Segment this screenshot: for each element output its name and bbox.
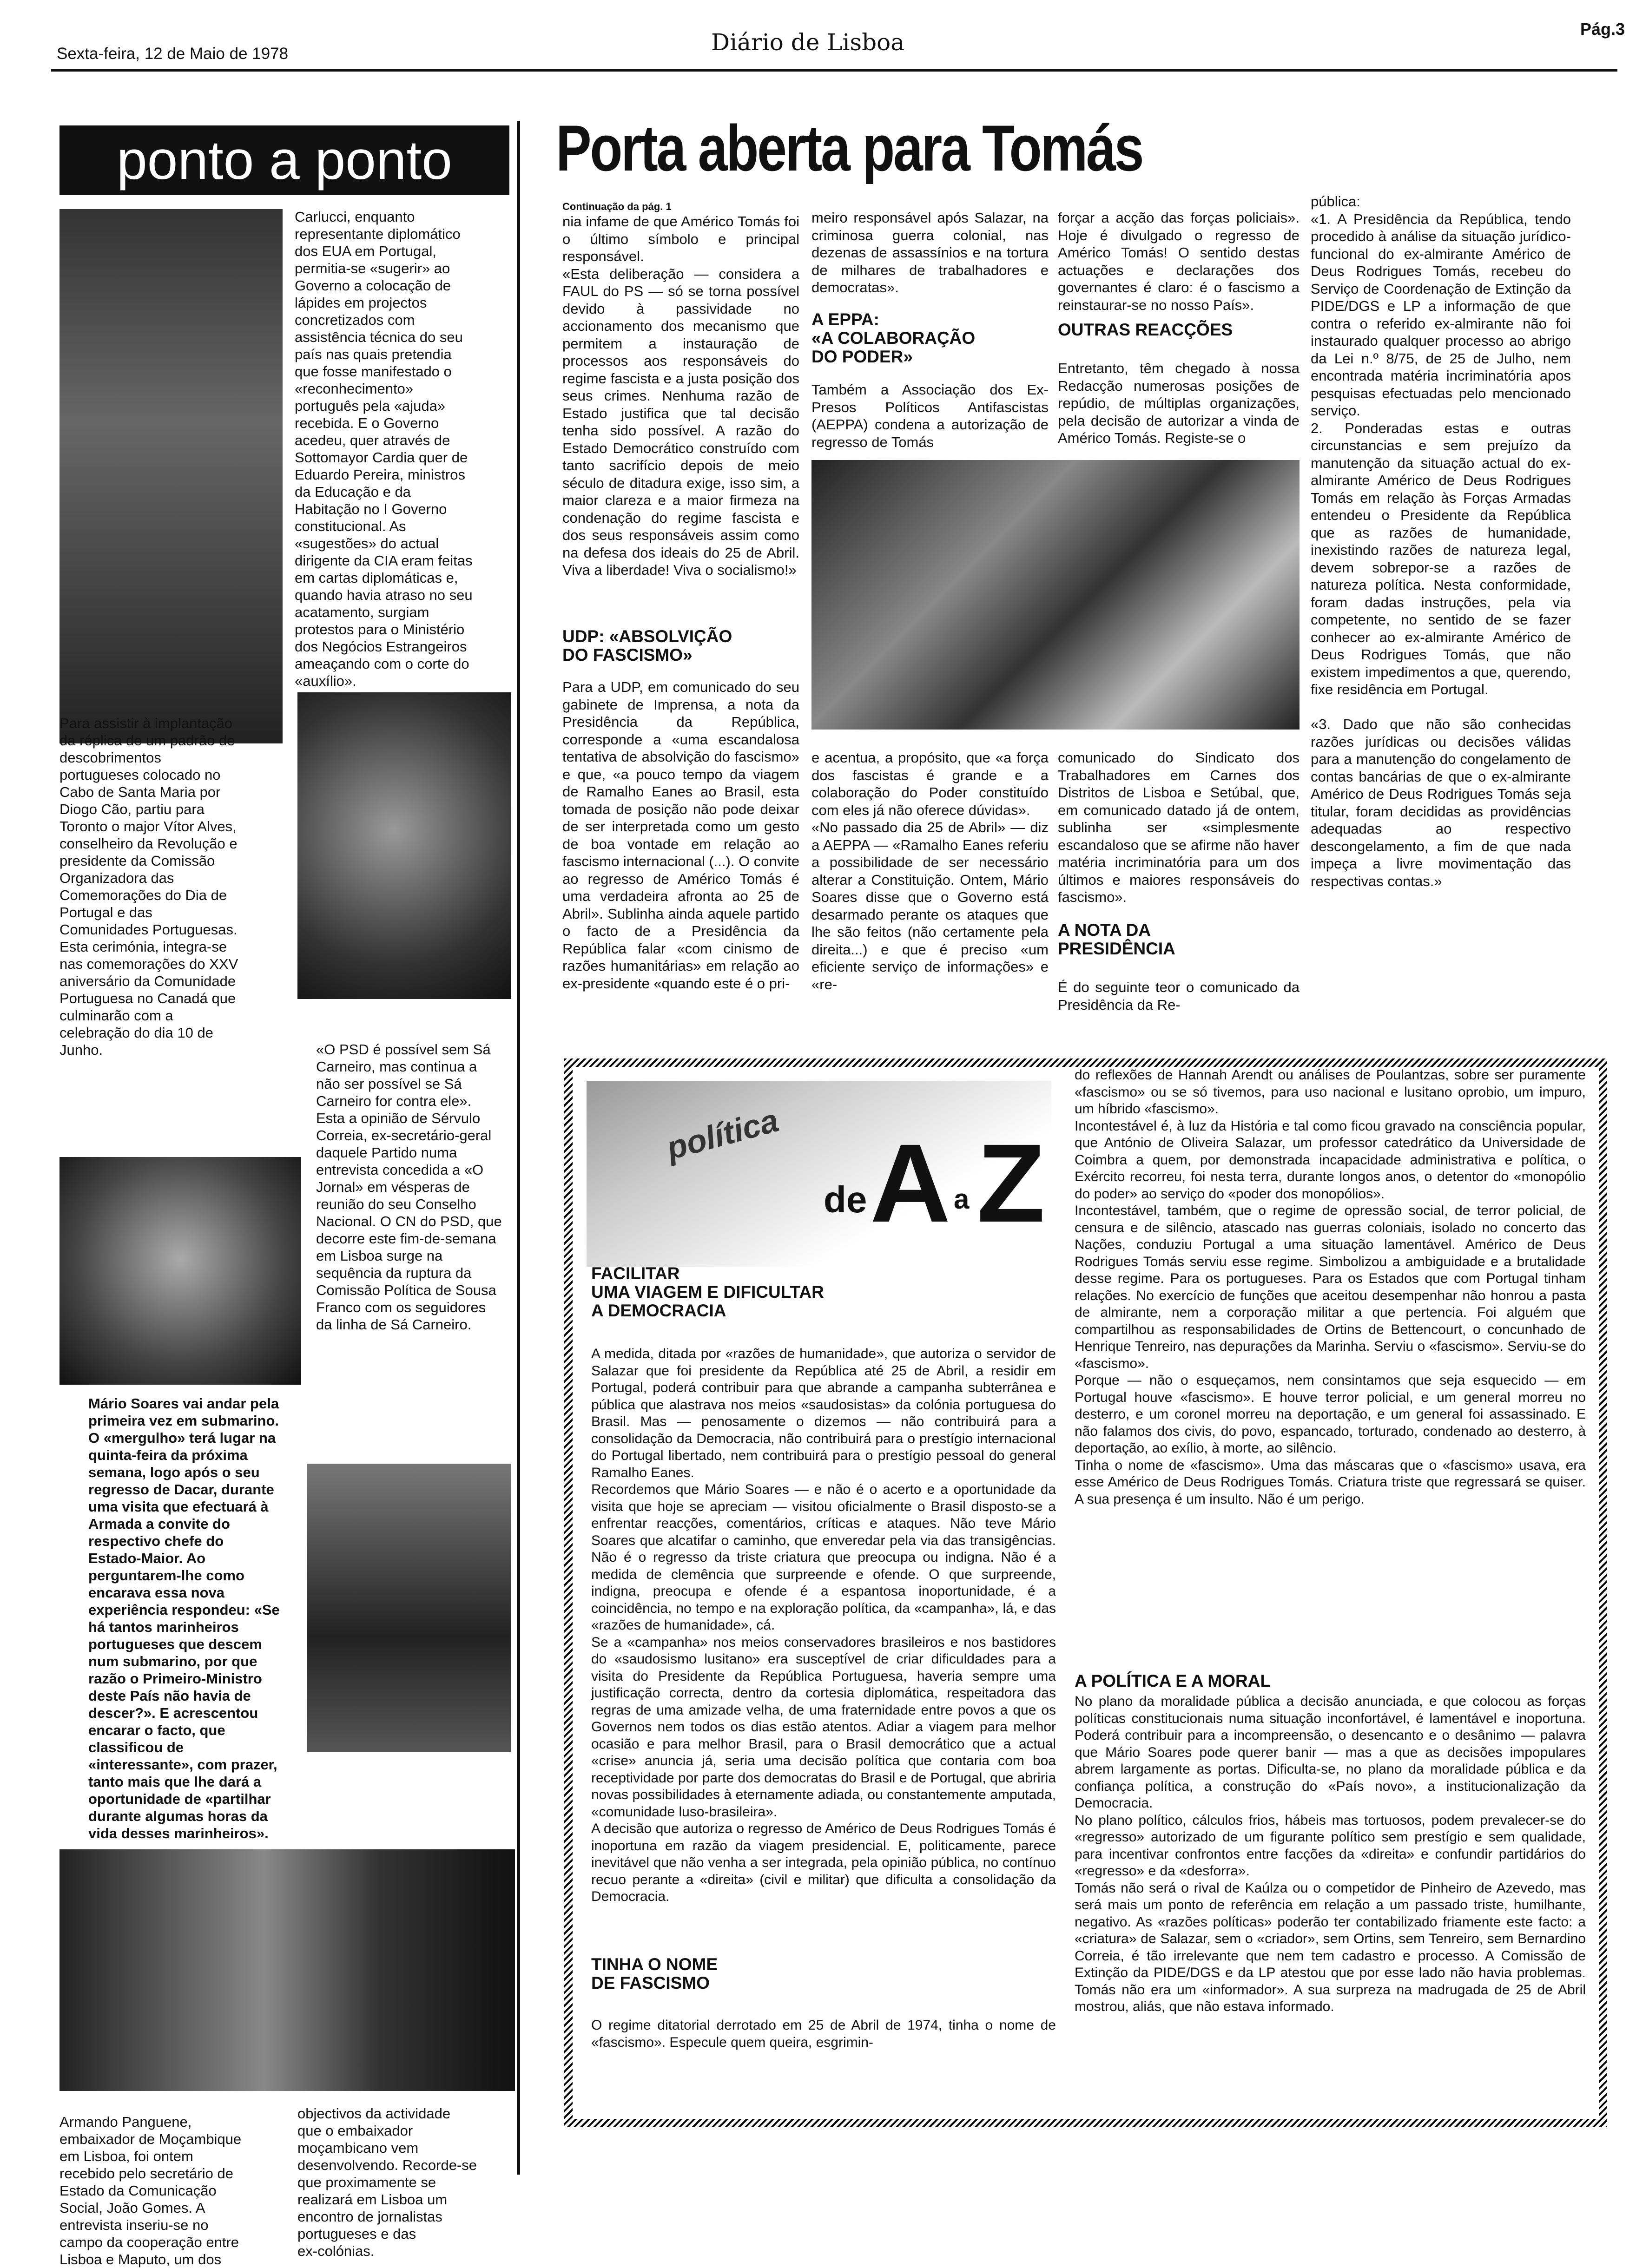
item-panguene-a: Armando Panguene, embaixador de Moçambique em Lisboa, foi ontem recebido pelo secretário de Estado da Comunicação Social, João Gomes. A entrevista inseriu-se no campo da cooperação entre Lisboa e Maputo, um dos [59, 2114, 242, 2268]
ponto-a-ponto-title: ponto a ponto [117, 130, 452, 191]
az-letter-z: Z [977, 1121, 1045, 1245]
article-headline: Porta aberta para Tomás [556, 112, 1143, 184]
article-col2-a: meiro responsável após Salazar, na criminosa guerra colonial, nas dezenas de assassínios e na tortura de milhares de trabalhadores e democratas». [811, 210, 1049, 296]
masthead: Diário de Lisboa [711, 29, 905, 56]
main-article [525, 74, 1627, 1050]
photo-submarine [307, 1464, 511, 1752]
az-col2-end: No plano da moralidade pública a decisão anunciada, e que colocou as forças políticas constitucionais numa situação inconfortável, é lamentável e inoportuna. Poderá contribuir para a incompreensão, o desencanto e o desânimo — palavra que Mário Soares pode querer banir — mas a que as decisões impopulares abrem largamente as portas. Dificulta-se, no plano da moralidade pública e da confiança política, a construção do «País novo», a institucionalização da Democracia. No plano político, cálculos frios, hábeis mas tortuosos, podem prevalecer-se do «regresso» autorizado de um figurante político sem prestígio e sem qualidade, para incentivar confrontos entre facções da «direita» e confundir partidários do «regresso» e da «desforra». Tomás não será o rival de Kaúlza ou o competidor de Pinheiro de Azevedo, mas será mais um ponto de referência em relação a um passado triste, humilhante, negativo. As «razões políticas» poderão ter contabilizado friamente este facto: a «criatura» de Salazar, sem o «criador», sem Ortins, sem Tenreiro, sem Bernardino Correia, é tão irrelevante que nem tem cadastro e processo. A Comissão de Extinção da PIDE/DGS e da LP atestou que por esse lado não havia problemas. Tomás não era um «informador». A sua surpreza na madrugada de 25 de Abril mostrou, aliás, que não estava informado. [1075, 1694, 1586, 2014]
article-col3-b: Entretanto, têm chegado à nossa Redacção numerosas posições de repúdio, de múltiplas organizações, pela decisão de autorizar a vinda de Américo Tomás. Registe-se o [1058, 360, 1300, 446]
az-subhead-facilitar: FACILITAR UMA VIAGEM E DIFICULTAR A DEMOCRACIA [591, 1264, 824, 1320]
article-col2-b: Também a Associação dos Ex-Presos Políticos Antifascistas (AEPPA) condena a autorização de regresso de Tomás [811, 381, 1049, 450]
page-header [0, 0, 1636, 74]
az-letter-a-small: a [954, 1183, 970, 1215]
az-subhead-moral: A POLÍTICA E A MORAL [1075, 1671, 1271, 1690]
left-column-rule [517, 121, 520, 2175]
photo-tomas-article [811, 460, 1300, 730]
continuation-note: Continuação da pág. 1 [562, 201, 672, 212]
az-word-politica: política [663, 1102, 782, 1167]
az-letter-a-big: A [870, 1121, 951, 1245]
subhead-aeppa: A EPPA: «A COLABORAÇÃO DO PODER» [811, 310, 976, 366]
item-vitor-alves: Para assistir à implantação da réplica de um padrão de descobrimentos portugueses colocado no Cabo de Santa Maria por Diogo Cão, partiu para Toronto o major Vítor Alves, conselheiro da Revolução e presidente da Comissão Organizadora das Comemorações do Dia de Portugal e das Comunidades Portuguesas. Esta cerimónia, integra-se nas comemorações do XXV aniversário da Comunidade Portuguesa no Canadá que culminarão com a celebração do dia 10 de Junho. [59, 715, 238, 1058]
az-subhead-fascismo: TINHA O NOME DE FASCISMO [591, 1955, 718, 1992]
item-carlucci: Carlucci, enquanto representante diplomático dos EUA em Portugal, permitia-se «sugerir» ao Governo a colocação de lápides em projectos concretizados com assistência técnica do seu país nas quais pretendia que fosse manifestado o «reconhecimento» português pela «ajuda» recebida. E o Governo acedeu, quer através de Sottomayor Cardia quer de Eduardo Pereira, ministros da Educação e da Habitação no I Governo constitucional. As «sugestões» do actual dirigente da CIA eram feitas em cartas diplomáticas e, quando havia atraso no seu acatamento, surgiam protestos para o Ministério dos Negócios Estrangeiros ameaçando com o corte do «auxílio». [295, 209, 473, 689]
subhead-outras: OUTRAS REACÇÕES [1058, 320, 1233, 339]
ponto-a-ponto-banner [59, 125, 509, 195]
subhead-nota: A NOTA DA PRESIDÊNCIA [1058, 920, 1175, 958]
az-col2-text: do reflexões de Hannah Arendt ou análises de Poulantzas, sobre ser puramente «fascismo» ou se só tivemos, para uso nacional e lusitano oprobio, um impuro, um híbrido «fascismo». Incontestável é, à luz da História e tal como ficou gravado na consciência popular, que António de Oliveira Salazar, um professor catedrático da Universidade de Coimbra a quem, por demonstrada incapacidade administrativa e política, o Exército recorreu, foi nesta terra, durante longos anos, o detentor do «monopólio do poder» ao serviço do «poder dos monopólios». Incontestável, também, que o regime de opressão social, de terror policial, de censura e de silêncio, atascado nas guerras coloniais, isolado no concerto das Nações, conduziu Portugal a uma situação lamentável. Américo de Deus Rodrigues Tomás serviu esse regime. Simbolizou a ambiguidade e a brutalidade desse regime. Para os portugueses. Para os Estados que com Portugal tinham relações. No exercício de funções que aceitou desempenhar não honrou a pasta de almirante, nem a corporação militar a que pertencia. Foi alguém que compartilhou as responsabilidades de Ortins de Bettencourt, o concunhado de Henrique Tenreiro, nas depurações da Marinha. Serviu o «fascismo». Serviu-se do «fascismo». Porque — não o esqueçamos, nem consintamos que seja esquecido — em Portugal houve «fascismo». E houve terror policial, e um general morreu no desterro, e um coronel morreu na deportação, e um general foi assassinado. E não falamos dos civis, do povo, espancado, torturado, condenado ao desterro, à deportação, ao exílio, à morte, ao silêncio. Tinha o nome de «fascismo». Uma das máscaras que o «fascismo» usava, era esse Américo de Deus Rodrigues Tomás. Criatura triste que regressará se quiser. A sua presença é um insulto. Não é um perigo. [1075, 1067, 1586, 1507]
az-col1-text: A medida, ditada por «razões de humanidade», que autoriza o servidor de Salazar que foi presidente da República até 25 de Abril, a residir em Portugal, poderá contribuir para que abrande a campanha subterrânea e pública que alastrava nos meios «saudosistas» da colónia portuguesa do Brasil. Mas — penosamente o dizemos — não contribuirá para a consolidação da Democracia, não contribuirá para o prestígio internacional do Portugal libertado, nem contribuirá para o prestígio pessoal do general Ramalho Eanes. Recordemos que Mário Soares — e não é o acerto e a oportunidade da visita que hoje se apreciam — visitou oficialmente o Brasil disposto-se a enfrentar reacções, comentários, críticas e ataques. Não teve Mário Soares que alcatifar o caminho, que enveredar pela via das transigências. Não é o regresso da triste criatura que preocupa ou indigna. Não é a medida de clemência que surpreende e ofende. O que surpreende, indigna, preocupa e ofende é a espantosa inoportunidade, é a coincidência, no tempo e na exploração política, da «campanha», lá, e das «razões de humanidade», cá. Se a «campanha» nos meios conservadores brasileiros e nos bastidores do «saudosismo lusitano» era susceptível de criar dificuldades para a visita do Presidente da República Portuguesa, haveria sempre uma justificação correcta, dentro da cortesia diplomática, respeitadora das regras de uma amizade velha, de uma fraternidade entre povos a que os Governos nem todos os dias estão atentos. Adiar a viagem para melhor ocasião e para melhor Brasil, para o Brasil democrático que a actual «crise» anuncia já, seria uma decisão política que contaria com boa receptividade por parte dos democratas do Brasil e de Portugal, que abriria novas possibilidades à eternamente adiada, ou constantemente amputada, «comunidade luso-brasileira». A decisão que autoriza o regresso de Américo de Deus Rodrigues Tomás é inoportuna em razão da viagem presidencial. E, politicamente, parece inevitável que não venha a ser integrada, pela opinião pública, no contínuo recuo perante a «direita» (civil e militar) que dificulta a consolidação da Democracia. [591, 1346, 1056, 1904]
article-col3-a: forçar a acção das forças policiais». Hoje é divulgado o regresso de Américo Tomás! O sentido destas actuações e declarações dos governantes é claro: é o fascismo a reinstaurar-se no nosso País». [1058, 210, 1300, 313]
photo-carlucci [59, 209, 283, 743]
article-col1-b: Para a UDP, em comunicado do seu gabinete de Imprensa, a nota da Presidência da República, corresponde a «uma escandalosa tentativa de absolvição do fascismo» e que, «a pouco tempo da viagem de Ramalho Eanes ao Brasil, esta tomada de posição não pode deixar de ser interpretada como um gesto de boa vontade em relação ao fascismo internacional (...). O convite ao regresso de Américo Tomás é uma verdadeira afronta ao 25 de Abril». Sublinha ainda aquele partido o facto de a Presidência da República falar «com cinismo de razões humanitárias» em relação ao ex-presidente «quando este é o pri- [562, 679, 799, 992]
page-number: Pág.3 [1580, 20, 1625, 39]
item-panguene-b: objectivos da actividade que o embaixador moçambicano vem desenvolvendo. Recorde-se que proximamente se realizará em Lisboa um encontro de jornalistas portugueses e das ex-colónias. [297, 2105, 477, 2259]
item-mario-soares: Mário Soares vai andar pela primeira vez em submarino. O «mergulho» terá lugar na quinta-feira da próxima semana, logo após o seu regresso de Dacar, durante uma visita que efectuará à Armada a convite do respectivo chefe do Estado-Maior. Ao perguntarem-lhe como encarava essa nova experiência respondeu: «Se há tantos marinheiros portugueses que descem num submarino, por que razão o Primeiro-Ministro deste País não havia de descer?». E acrescentou encarar o facto, que classificou de «interessante», com prazer, tanto mais que lhe dará a oportunidade de «partilhar durante algumas horas da vida desses marinheiros». [88, 1395, 280, 1841]
item-psd: «O PSD é possível sem Sá Carneiro, mas continua a não ser possível se Sá Carneiro for contra ele». Esta a opinião de Sérvulo Correia, ex-secretário-geral daquele Partido numa entrevista concedida a «O Jornal» em vésperas de reunião do seu Conselho Nacional. O CN do PSD, que decorre este fim-de-semana em Lisboa surge na sequência da ruptura da Comissão Política de Sousa Franco com os seguidores da linha de Sá Carneiro. [316, 1041, 502, 1333]
header-rule [51, 69, 1617, 72]
ponto-a-ponto-column [0, 74, 521, 2268]
az-title-graphic [587, 1081, 1051, 1267]
az-word-de: de [824, 1179, 867, 1220]
article-col3-c: comunicado do Sindicato dos Trabalhadores em Carnes dos Distritos de Lisboa e Setúbal, que, em comunicado datado já de ontem, sublinha ser «simplesmente escandaloso que se afirme não haver matéria incriminatória para um dos últimos e maiores responsáveis do fascismo». [1058, 749, 1300, 905]
photo-vitor-alves [297, 692, 511, 999]
photo-panguene [59, 1849, 515, 2091]
header-date: Sexta-feira, 12 de Maio de 1978 [57, 45, 289, 63]
article-col2-c: e acentua, a propósito, que «a força dos fascistas é grande e a colaboração do Poder constituído com eles já não oferece dúvidas». «No passado dia 25 de Abril» — diz a AEPPA — «Ramalho Eanes referiu a possibilidade de ser necessário alterar a Constituição. Ontem, Mário Soares disse que o Governo está desarmado perante os ataques que lhe são feitos (não certamente pela direita...) e que é preciso «um eficiente serviço de informações» e «re- [811, 749, 1049, 993]
az-col1-end: O regime ditatorial derrotado em 25 de Abril de 1974, tinha o nome de «fascismo». Especule quem queira, esgrimin- [591, 2018, 1056, 2050]
de-a-a-z-box [573, 1067, 1599, 2119]
article-col4: pública: «1. A Presidência da República, tendo procedido à análise da situação jurídico-funcional do ex-almirante Américo de Deus Rodrigues Tomás, recebeu do Serviço de Coordenação de Extinção da PIDE/DGS e LP a informação de que contra o referido ex-almirante não foi instaurado qualquer processo ao abrigo da Lei n.º 8/75, de 25 de Julho, nem encontrada matéria incriminatória apos pesquisas efectuadas pelo mencionado serviço. 2. Ponderadas estas e outras circunstancias e sem prejuízo da manutenção da situação actual do ex-almirante Américo de Deus Rodrigues Tomás em relação às Forças Armadas entendeu o Presidente da República que as razões de humanidade, inexistindo razões de natureza legal, devem sobrepor-se a razões de natureza política. Nesta conformidade, foram dadas instruções, pela via competente, no sentido de se fazer conhecer ao ex-almirante Américo de Deus Rodrigues Tomás, que não existem impedimentos a que, querendo, fixe residência em Portugal. «3. Dado que não são conhecidas razões jurídicas ou decisões válidas para a manutenção do congelamento de contas bancárias de que o ex-almirante Américo de Deus Rodrigues Tomás seja titular, foram decididas as providências adequadas ao respectivo descongelamento, a fim de que nada impeça a livre movimentação das respectivas contas.» [1311, 193, 1571, 889]
article-col1-a: nia infame de que Américo Tomás foi o último símbolo e principal responsável. «Esta deliberação — considera a FAUL do PS — só se torna possível devido à passividade no accionamento dos mecanismo que permitem a instauração de processos aos responsáveis do regime fascista e a justa posição dos seus crimes. Nenhuma razão de Estado justifica que tal decisão tenha sido possível. A razão do Estado Democrático construído com tanto sacrifício depois de meio século de ditadura exige, isso sim, a maior clareza e a maior firmeza na condenação do regime fascista e dos seus responsáveis assim como na defesa dos ideais do 25 de Abril. Viva a liberdade! Viva o socialismo!» [562, 213, 799, 578]
subhead-udp: UDP: «ABSOLVIÇÃO DO FASCISMO» [562, 627, 732, 664]
article-col3-d: É do seguinte teor o comunicado da Presidência da Re- [1058, 979, 1300, 1013]
photo-servulo-correia [59, 1157, 301, 1385]
